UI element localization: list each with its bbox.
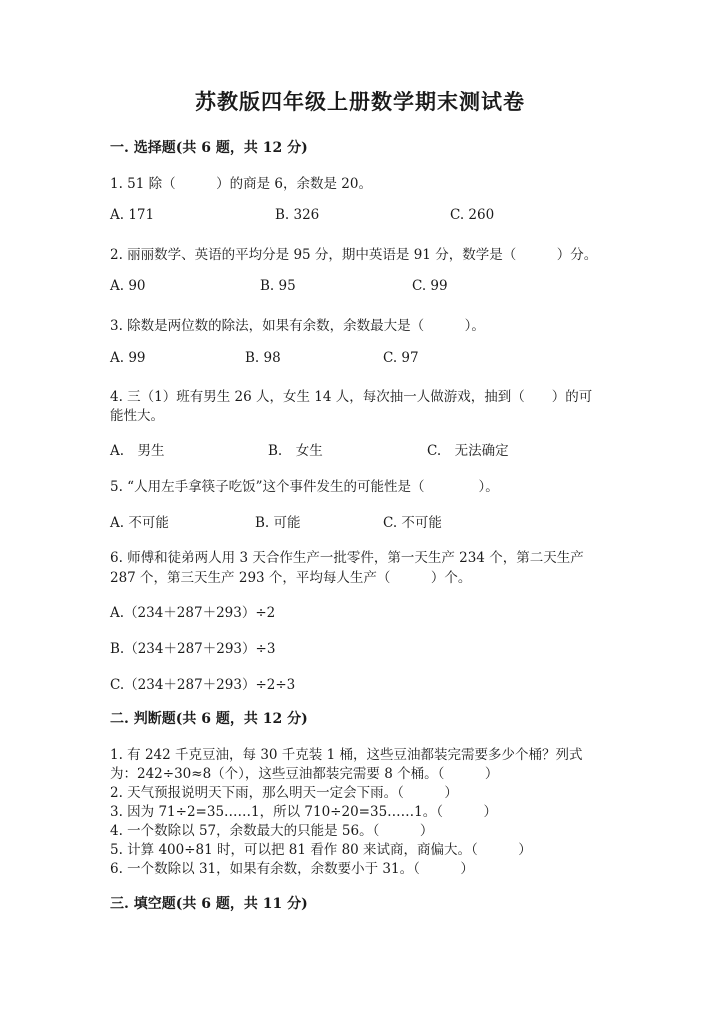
question-1-option-a: A. 171 [110,207,155,223]
page-title: 苏教版四年级上册数学期末测试卷 [195,89,525,114]
question-3-option-b: B. 98 [245,350,281,366]
question-1-stem: 1. 51 除（ ）的商是 6，余数是 20。 [110,176,372,192]
section-heading-fill: 三. 填空题(共 6 题，共 11 分) [110,896,308,912]
judge-5: 5. 计算 400÷81 时，可以把 81 看作 80 来试商，商偏大。（ ） [110,842,532,858]
question-3-option-c: C. 97 [383,350,419,366]
question-1-option-c: C. 260 [450,207,495,223]
question-6-stem-line-1: 6. 师傅和徒弟两人用 3 天合作生产一批零件，第一天生产 234 个，第二天生产 [110,550,584,566]
judge-3: 3. 因为 71÷2=35……1，所以 710÷20=35……1。（ ） [110,804,497,820]
question-4-option-c: C. 无法确定 [427,443,509,459]
question-4-stem-line-2: 能性大。 [110,408,164,424]
question-2-option-b: B. 95 [260,278,296,294]
question-6-stem-line-2: 287 个，第三天生产 293 个，平均每人生产（ ）个。 [110,570,472,586]
judge-2: 2. 天气预报说明天下雨，那么明天一定会下雨。（ ） [110,785,458,801]
question-2-option-a: A. 90 [110,278,146,294]
question-2-stem: 2. 丽丽数学、英语的平均分是 95 分，期中英语是 91 分，数学是（ ）分。 [110,247,598,263]
question-4-option-a: A. 男生 [110,443,165,459]
question-4-stem-line-1: 4. 三（1）班有男生 26 人，女生 14 人，每次抽一人做游戏，抽到（ ）的可 [110,389,593,405]
question-3-stem: 3. 除数是两位数的除法，如果有余数，余数最大是（ ）。 [110,318,485,334]
judge-6: 6. 一个数除以 31，如果有余数，余数要小于 31。（ ） [110,861,474,877]
question-5-option-b: B. 可能 [255,515,301,531]
section-heading-choice: 一. 选择题(共 6 题，共 12 分) [110,140,308,156]
question-6-option-a: A.（234＋287＋293）÷2 [110,605,276,621]
question-6-option-c: C.（234＋287＋293）÷2÷3 [110,677,296,693]
judge-1-line-1: 1. 有 242 千克豆油，每 30 千克装 1 桶，这些豆油都装完需要多少个桶？列式 [110,747,583,763]
section-heading-judge: 二. 判断题(共 6 题，共 12 分) [110,711,308,727]
question-6-option-b: B.（234＋287＋293）÷3 [110,641,276,657]
judge-4: 4. 一个数除以 57，余数最大的只能是 56。（ ） [110,823,434,839]
question-5-option-a: A. 不可能 [110,515,169,531]
question-3-option-a: A. 99 [110,350,146,366]
question-5-stem: 5. “人用左手拿筷子吃饭”这个事件发生的可能性是（ ）。 [110,479,499,495]
question-4-option-b: B. 女生 [268,443,323,459]
question-2-option-c: C. 99 [412,278,448,294]
judge-1-line-2: 为：242÷30≈8（个），这些豆油都装完需要 8 个桶。（ ） [110,766,499,782]
question-5-option-c: C. 不可能 [383,515,442,531]
question-1-option-b: B. 326 [275,207,320,223]
